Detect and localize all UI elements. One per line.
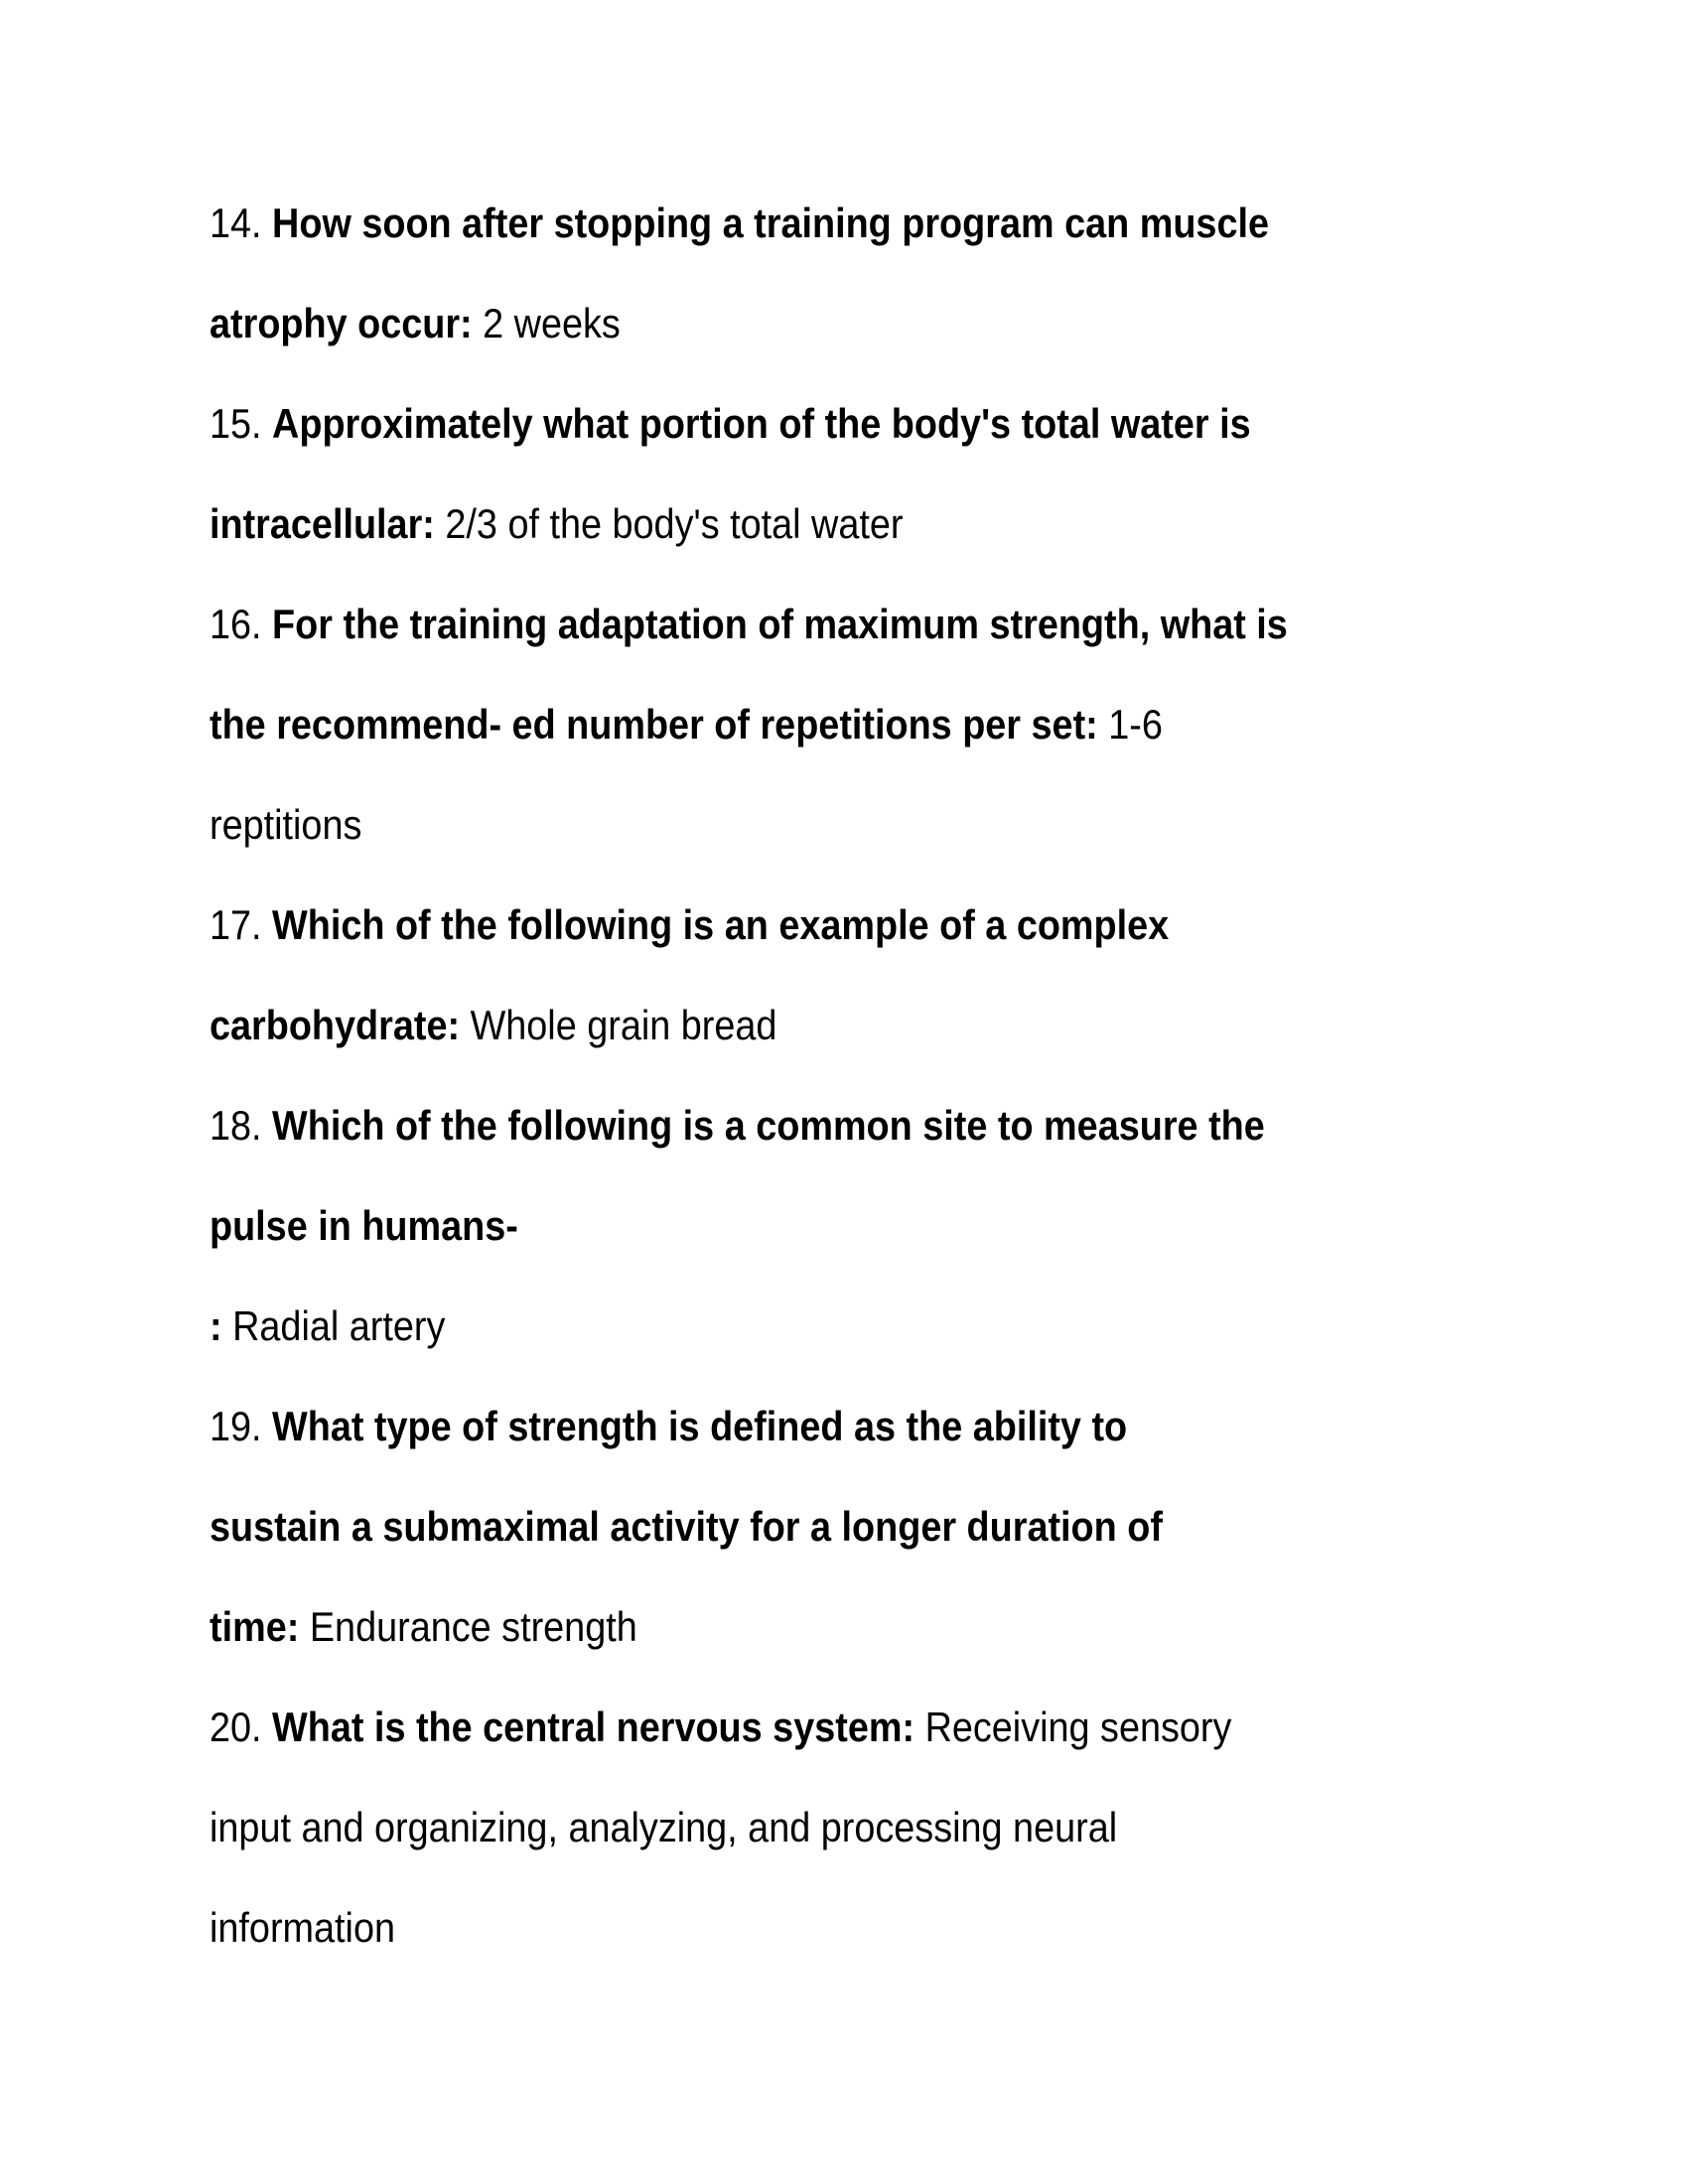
question-text: atrophy occur:: [210, 300, 473, 346]
question-item: [210, 173, 1407, 373]
question-text: For the training adaptation of maximum strength, what is: [272, 601, 1288, 647]
question-text: sustain a submaximal activity for a longer duration of: [210, 1503, 1163, 1550]
text-line: [210, 273, 1288, 373]
answer-text: 2/3 of the body's total water: [445, 500, 904, 547]
answer-text: 1-6: [1108, 701, 1163, 748]
text-line: [210, 1276, 1288, 1376]
text-line: [210, 774, 1288, 875]
text-line: [210, 1877, 1288, 1978]
text-line: [210, 474, 1288, 574]
question-text: What type of strength is defined as the ability to: [272, 1403, 1128, 1449]
question-number: 17.: [210, 901, 262, 948]
answer-text: Receiving sensory: [924, 1704, 1232, 1750]
text-line: [210, 1576, 1288, 1677]
question-text: Approximately what portion of the body's total water is: [272, 400, 1251, 447]
answer-text: 2 weeks: [483, 300, 621, 346]
question-text: Which of the following is a common site to measure the: [272, 1102, 1265, 1149]
answer-text: information: [210, 1904, 395, 1951]
text-line: [210, 1376, 1288, 1476]
answer-text: Whole grain bread: [470, 1002, 777, 1048]
question-item: [210, 1376, 1407, 1677]
question-text: carbohydrate:: [210, 1002, 461, 1048]
question-number: 18.: [210, 1102, 262, 1149]
text-line: [210, 1777, 1288, 1877]
question-text: intracellular:: [210, 500, 435, 547]
text-line: [210, 173, 1288, 273]
answer-text: Endurance strength: [309, 1603, 637, 1650]
text-line: [210, 875, 1288, 975]
question-text: What is the central nervous system:: [272, 1704, 915, 1750]
answer-text: Radial artery: [232, 1302, 446, 1349]
answer-text: input and organizing, analyzing, and processing neural: [210, 1804, 1118, 1850]
question-item: [210, 875, 1407, 1075]
text-line: [210, 1677, 1288, 1777]
text-line: [210, 975, 1288, 1075]
question-number: 16.: [210, 601, 262, 647]
document-page: [210, 173, 1407, 1978]
text-line: [210, 1476, 1288, 1576]
question-item: [210, 1075, 1407, 1376]
question-text: How soon after stopping a training program can muscle: [272, 200, 1269, 246]
text-line: [210, 373, 1288, 474]
question-item: [210, 574, 1407, 875]
question-number: 15.: [210, 400, 262, 447]
question-text: Which of the following is an example of a complex: [272, 901, 1170, 948]
question-text: the recommend- ed number of repetitions per set:: [210, 701, 1098, 748]
text-line: [210, 1175, 1288, 1276]
question-text: :: [210, 1302, 222, 1349]
text-line: [210, 1075, 1288, 1175]
question-item: [210, 1677, 1407, 1978]
text-line: [210, 674, 1288, 774]
question-number: 20.: [210, 1704, 262, 1750]
question-number: 19.: [210, 1403, 262, 1449]
question-number: 14.: [210, 200, 262, 246]
text-line: [210, 574, 1288, 674]
answer-text: reptitions: [210, 801, 362, 848]
question-text: time:: [210, 1603, 300, 1650]
question-item: [210, 373, 1407, 574]
question-text: pulse in humans-: [210, 1202, 518, 1249]
